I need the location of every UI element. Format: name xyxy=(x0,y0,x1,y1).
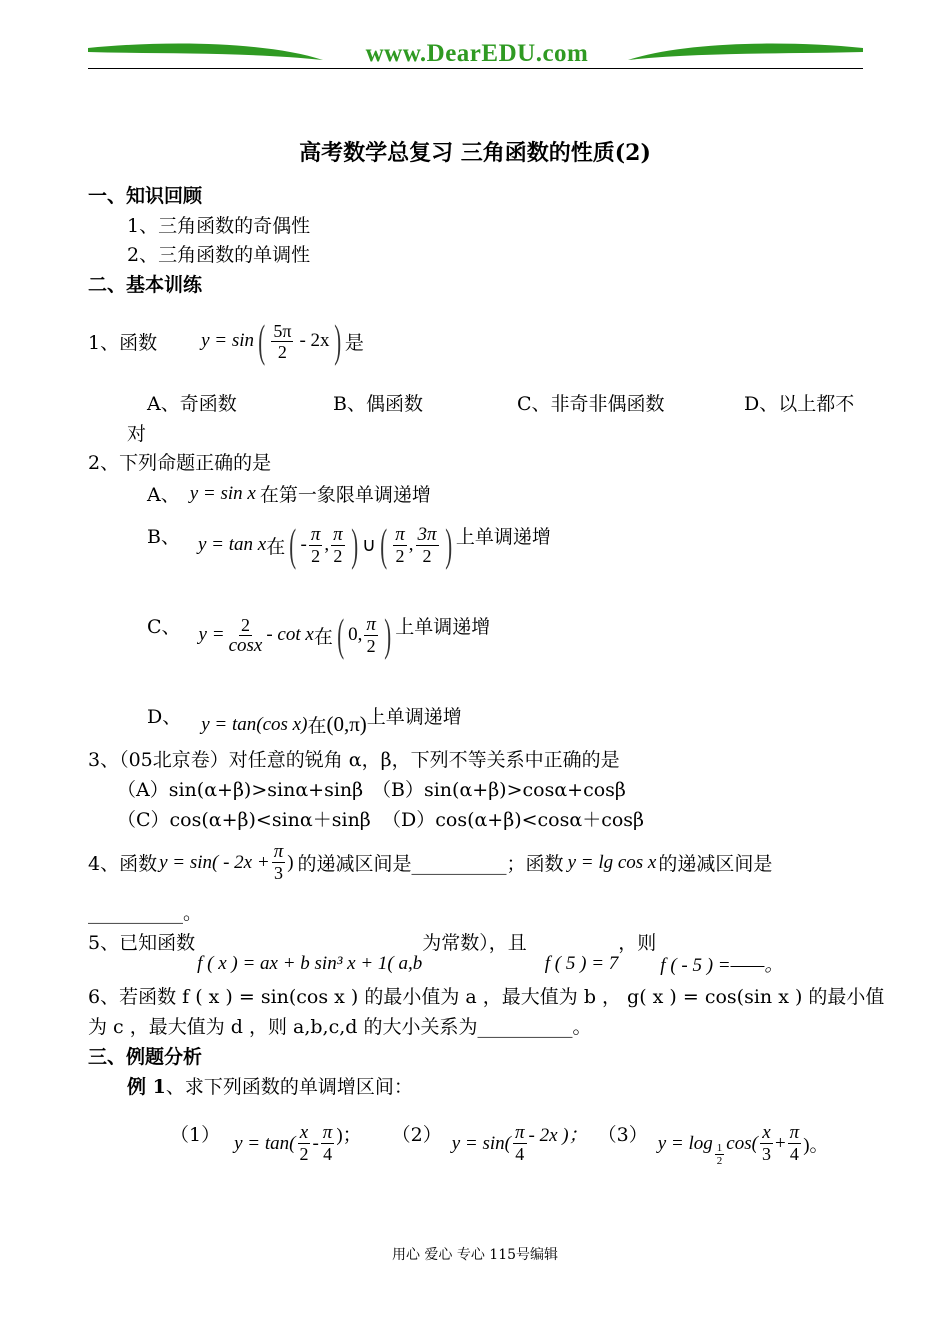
option-text: 在第一象限单调递增 xyxy=(259,484,431,506)
question-4 xyxy=(88,842,772,883)
option-label: B、 xyxy=(147,526,180,548)
math-expr: y = tan( xyxy=(234,1132,296,1154)
math-expr: - 2x )； xyxy=(528,1125,588,1146)
math-expr: y = sin( - 2x + xyxy=(159,851,270,873)
option-b: B、偶函数 xyxy=(333,393,423,415)
q4-blank: __________。 xyxy=(88,902,203,924)
math-expr: cos( xyxy=(726,1132,758,1154)
review-item: 1、三角函数的奇偶性 xyxy=(127,215,311,237)
site-logo-text[interactable]: www.DearEDU.com xyxy=(365,40,589,67)
right-paren: ) xyxy=(350,519,358,570)
fraction: $\frac{\pi}{2}$ xyxy=(395,523,405,566)
q2-option-b: B、 y = tan x 在 ( - $\frac{\pi}{2}$ , $\frac{\pi}{2}$ ) ∪ ( $\frac{\pi}{2}$ , $\frac{3\pi}{2}$ ) 上单调递增 xyxy=(147,519,551,570)
left-paren: ( xyxy=(337,609,344,660)
option-label: C、 xyxy=(147,616,181,638)
review-item: 2、三角函数的单调性 xyxy=(127,244,311,266)
q5-lead: 5、已知函数 xyxy=(88,932,196,954)
q5-mid: 为常数），且 xyxy=(422,932,527,954)
fraction: $\frac{\pi}{2}$ xyxy=(333,523,343,566)
math-expr: y = sin x xyxy=(189,482,256,504)
option-text: 上单调递增 xyxy=(366,706,462,728)
fraction: $\frac{2}{\cos x}$ xyxy=(228,614,263,656)
in-word: 在 xyxy=(266,535,286,558)
union-symbol: ∪ xyxy=(362,534,376,556)
header-rule xyxy=(88,68,863,69)
left-paren: ( xyxy=(289,519,297,570)
q2-option-a xyxy=(147,480,431,507)
q2-option-d xyxy=(147,693,462,738)
q1-expr: y = sin xyxy=(201,330,255,351)
option-d-wrap: 对 xyxy=(127,423,147,445)
fraction: $\frac{x}{2}$ xyxy=(299,1122,309,1164)
fraction: $\frac{\pi}{4}$ xyxy=(789,1122,800,1164)
math-expr: y = tan x xyxy=(197,534,267,555)
question-6-line2: 为 c ，最大值为 d ，则 a,b,c,d 的大小关系为__________。 xyxy=(88,1016,592,1038)
minus-sign: - xyxy=(300,534,307,555)
q3-option-d: （D）cos(α+β)<cosα＋cosβ xyxy=(382,809,645,831)
example-1 xyxy=(127,1075,413,1099)
section2-heading: 二、基本训练 xyxy=(88,274,203,296)
q5-then: ，则 xyxy=(618,932,657,954)
fraction: $\frac{5\pi}{2}$ xyxy=(273,320,292,362)
section3-heading: 三、例题分析 xyxy=(88,1046,203,1068)
fraction: $\frac{\pi}{2}$ xyxy=(366,613,376,656)
page-footer: 用心 爱心 专心 115号编辑 xyxy=(391,1247,559,1263)
math-end: )； xyxy=(336,1125,362,1146)
question-2: 2、下列命题正确的是 xyxy=(88,452,272,474)
option-c: C、非奇非偶函数 xyxy=(517,393,665,415)
log-base-fraction: $\frac{1}{2}$ xyxy=(716,1142,723,1167)
left-paren: ( xyxy=(380,519,388,570)
math-end: )。 xyxy=(803,1135,829,1156)
example-text: 、求下列函数的单调增区间： xyxy=(165,1076,413,1098)
math-expr: y = log xyxy=(657,1132,713,1154)
math-expr: - cot x xyxy=(266,624,314,645)
q4-mid: 的递减区间是__________；函数 xyxy=(297,853,564,875)
q3-option-b: （B）sin(α+β)>cosα+cosβ xyxy=(372,779,626,801)
math-expr: f ( - 5 ) =——。 xyxy=(660,955,784,976)
part-label: （1） xyxy=(170,1124,221,1146)
right-paren: ) xyxy=(444,519,452,570)
right-paren: ) xyxy=(333,315,341,366)
fraction: $\frac{\pi}{4}$ xyxy=(322,1122,333,1164)
example-label: 例 1 xyxy=(127,1076,166,1098)
math-expr: y = lg cos x xyxy=(567,851,657,873)
q1-tail: - 2x xyxy=(299,330,330,351)
q3-option-a: （A）sin(α+β)>sinα+sinβ xyxy=(117,779,364,801)
math-expr: f ( 5 ) = 7 xyxy=(544,952,619,974)
part-label: （2） xyxy=(391,1124,442,1146)
option-label: A、 xyxy=(147,484,180,506)
question-3: 3、（05北京卷）对任意的锐角 α，β，下列不等关系中正确的是 xyxy=(88,749,620,771)
fraction: $\frac{3\pi}{2}$ xyxy=(417,523,437,566)
part-label: （3） xyxy=(597,1124,648,1146)
in-word: 在 xyxy=(307,715,327,737)
close-paren: ) xyxy=(287,851,294,873)
q1-lead: 1、函数 xyxy=(88,331,158,354)
q1-suffix: 是 xyxy=(344,331,364,354)
question-1 xyxy=(88,315,364,366)
left-paren: ( xyxy=(258,315,266,366)
math-expr: f ( x ) = ax + b sin³ x + 1( a,b xyxy=(197,952,423,974)
option-d: D、以上都不 xyxy=(744,393,855,415)
page-title: 高考数学总复习 三角函数的性质(2) xyxy=(299,140,651,166)
in-word: 在 xyxy=(313,625,333,648)
fraction: $\frac{\pi}{4}$ xyxy=(515,1122,525,1164)
fraction: $\frac{\pi}{2}$ xyxy=(310,523,321,566)
question-5 xyxy=(88,928,783,977)
option-a: A、奇函数 xyxy=(147,393,237,415)
q4-tail: 的递减区间是 xyxy=(658,853,773,875)
question-6-line1: 6、若函数 f ( x ) = sin(cos x ) 的最小值为 a ，最大值为 b ， g( x ) = cos(sin x ) 的最小值 xyxy=(88,986,885,1008)
fraction: $\frac{\pi}{3}$ xyxy=(273,841,284,883)
interval: (0,π) xyxy=(326,712,367,736)
right-paren: ) xyxy=(384,609,392,660)
math-expr: y = xyxy=(198,624,225,645)
option-label: D、 xyxy=(147,706,182,728)
q2-option-c xyxy=(147,609,491,660)
math-expr: y = tan(cos x) xyxy=(201,713,308,735)
example-1-parts: （1） y = tan( $\frac{x}{2}$ - $\frac{\pi}{4}$ )； （2） y = sin( $\frac{\pi}{4}$ - 2x )； （3） y = log $\frac{1}{2}$ cos( $\frac{x}{3}$ + $\frac{\pi}{4}$ )。 xyxy=(170,1122,829,1167)
math-expr: y = sin( xyxy=(451,1132,512,1154)
option-text: 上单调递增 xyxy=(395,616,491,638)
option-text: 上单调递增 xyxy=(455,526,551,548)
q3-option-c: （C）cos(α+β)<sinα＋sinβ xyxy=(117,809,371,831)
fraction: $\frac{x}{3}$ xyxy=(761,1122,771,1164)
section1-heading: 一、知识回顾 xyxy=(88,185,203,207)
q4-lead: 4、函数 xyxy=(88,853,158,875)
zero: 0, xyxy=(348,624,363,645)
